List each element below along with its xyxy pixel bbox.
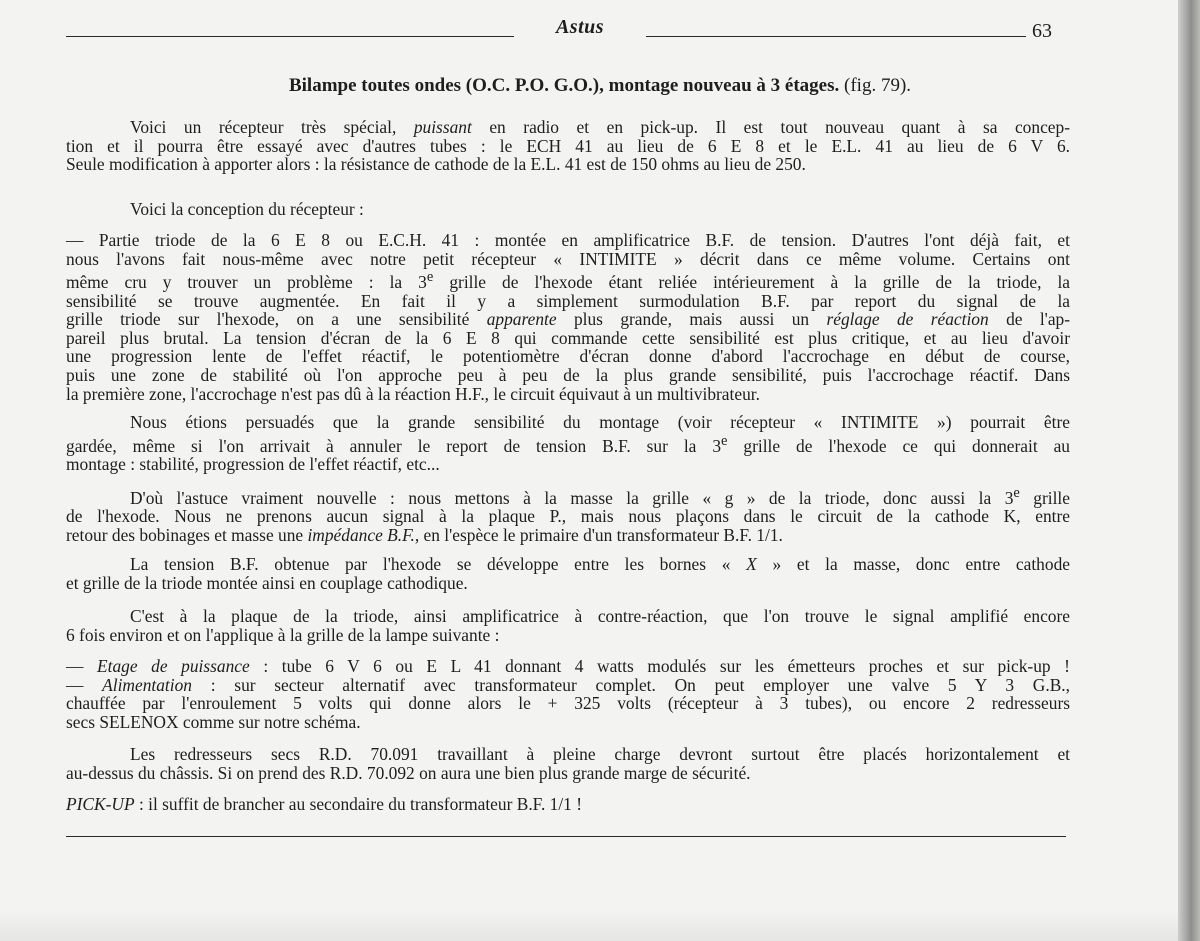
section-title — [0, 75, 1200, 97]
text-line: 6 fois environ et on l'applique à la grille de la lampe suivante : — [66, 624, 500, 645]
text-line: D'où l'astuce vraiment nouvelle : nous mettons à la masse la grille « g » de la triode, donc aussi la 3e grille — [130, 485, 1070, 508]
text-line: secs SELENOX comme sur notre schéma. — [66, 711, 361, 732]
page-shadow — [0, 911, 1200, 941]
text-line: pareil plus brutal. La tension d'écran de la 6 E 8 qui commande cette sensibilité est plus critique, et au lieu d'avoir — [66, 327, 1070, 348]
paragraph-conception — [66, 200, 1070, 219]
binding-edge — [1178, 0, 1200, 941]
text-line: C'est à la plaque de la triode, ainsi amplificatrice à contre-réaction, que l'on trouve le signal amplifié encore — [130, 606, 1070, 626]
text-line: — Partie triode de la 6 E 8 ou E.C.H. 41 : montée en amplificatrice B.F. de tension. D'autres l'ont déjà fait, et — [66, 230, 1070, 250]
paragraph-plaque — [66, 607, 1070, 644]
section-title-text: Bilampe toutes ondes (O.C. P.O. G.O.), montage nouveau à 3 étages. — [288, 75, 840, 96]
text-line: la première zone, l'accrochage n'est pas dû à la réaction H.F., le circuit équivaut à un multivibrateur. — [66, 383, 760, 404]
text-line: de l'hexode. Nous ne prenons aucun signal à la plaque P., mais nous plaçons dans le circuit de la cathode K, entre — [66, 506, 1070, 527]
text-line: une progression lente de l'effet réactif, le potentiomètre d'écran donne d'abord l'accrochage en début de course, — [66, 346, 1070, 367]
text-line: puis une zone de stabilité où l'on approche peu à peu de la plus grande sensibilité, puis l'accrochage réactif. Dans — [66, 364, 1070, 385]
footer-rule — [66, 836, 1066, 837]
paragraph-pickup — [66, 795, 1070, 814]
text-line: et grille de la triode montée ainsi en couplage cathodique. — [66, 572, 468, 593]
text-line: Voici un récepteur très spécial, puissant en radio et en pick-up. Il est tout nouveau quant à sa concep- — [130, 117, 1070, 137]
text-line: Nous étions persuadés que la grande sensibilité du montage (voir récepteur « INTIMITE ») pourrait être — [130, 412, 1070, 432]
paragraph-intro — [66, 118, 1070, 174]
text-line: Les redresseurs secs R.D. 70.091 travaillant à pleine charge devront surtout être placés horizontalement et — [130, 744, 1070, 764]
text-line: montage : stabilité, progression de l'effet réactif, etc... — [66, 453, 440, 474]
text-line: tion et il pourra être essayé avec d'autres tubes : le ECH 41 au lieu de 6 E 8 et le E.L. 41 au lieu de 6 V 6. — [66, 135, 1070, 156]
text-line: grille triode sur l'hexode, on a une sensibilité apparente plus grande, mais aussi un réglage de réaction de l'ap- — [66, 309, 1071, 330]
paragraph-triode — [66, 231, 1070, 403]
text-line: retour des bobinages et masse une impédance B.F., en l'espèce le primaire d'un transformateur B.F. 1/1. — [66, 524, 783, 545]
text-line: Seule modification à apporter alors : la résistance de cathode de la E.L. 41 est de 150 ohms au lieu de 250. — [66, 154, 806, 175]
text-line: gardée, même si l'on arrivait à annuler le report de tension B.F. sur la 3e grille de l'hexode ce qui donnerait au — [66, 432, 1071, 456]
page-number: 63 — [1032, 20, 1052, 42]
text-line: La tension B.F. obtenue par l'hexode se développe entre les bornes « X » et la masse, donc entre cathode — [130, 554, 1070, 574]
text-line: — Alimentation : sur secteur alternatif avec transformateur complet. On peut employer une valve 5 Y 3 G.B., — [66, 674, 1070, 695]
text-line: nous l'avons fait nous-même avec notre petit récepteur « INTIMITE » décrit dans ce même volume. Certains ont — [66, 248, 1070, 269]
text-line: sensibilité se trouve augmentée. En fait il y a simplement surmodulation B.F. par report du signal de la — [66, 290, 1070, 311]
paragraph-etages — [66, 657, 1070, 731]
running-header-title: Astus — [555, 16, 605, 38]
text-line: — Etage de puissance : tube 6 V 6 ou E L 41 donnant 4 watts modulés sur les émetteurs proches et sur pick-up ! — [66, 656, 1070, 676]
header-rule-left — [66, 36, 514, 37]
text-line: Voici la conception du récepteur : — [130, 199, 364, 219]
text-line: chauffée par l'enroulement 5 volts qui donne alors le + 325 volts (récepteur à 3 tubes), ou encore 2 redresseurs — [66, 693, 1070, 714]
paragraph-redresseurs — [66, 745, 1070, 782]
header-rule-right — [646, 36, 1026, 37]
text-line: PICK-UP : il suffit de brancher au secondaire du transformateur B.F. 1/1 ! — [66, 794, 583, 814]
text-line: même cru y trouver un problème : la 3e grille de l'hexode étant reliée intérieurement à la grille de la triode, la — [66, 269, 1070, 292]
figure-reference: (fig. 79). — [844, 75, 912, 96]
paragraph-sensibilite — [66, 413, 1070, 474]
paragraph-astuce — [66, 484, 1070, 545]
text-line: au-dessus du châssis. Si on prend des R.D. 70.092 on aura une bien plus grande marge de sécurité. — [66, 762, 751, 783]
paragraph-tension — [66, 555, 1070, 592]
